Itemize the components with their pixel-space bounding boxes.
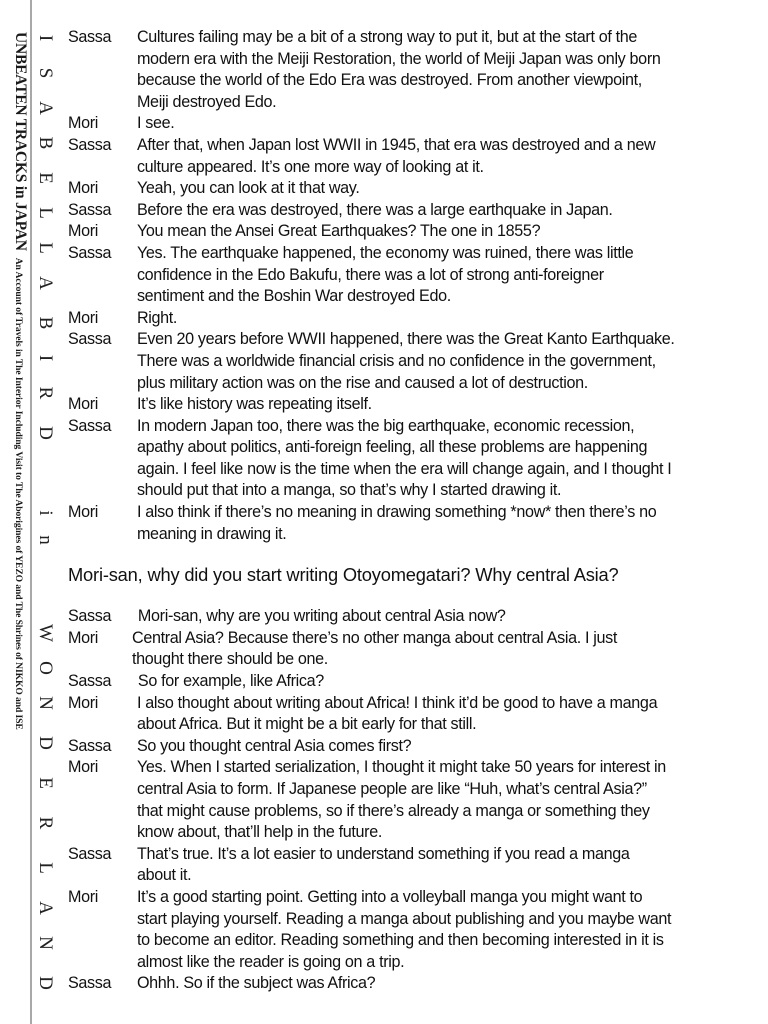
dialogue-line: I also thought about writing about Africa! I think it’d be good to have a manga: [136, 693, 658, 712]
dialogue-text: [137, 329, 758, 394]
dialogue-row: [68, 308, 758, 330]
dialogue-line: know about, that’ll help in the future.: [136, 823, 382, 842]
speaker-name: Sassa: [68, 28, 112, 46]
dialogue-line: After that, when Japan lost WWII in 1945, that era was destroyed and a new: [136, 135, 656, 154]
dialogue-row: [68, 606, 758, 628]
spine-letter: B: [35, 316, 57, 330]
spine-letter: W: [35, 624, 57, 642]
dialogue-line: confidence in the Edo Bakufu, there was a lot of strong anti-foreigner: [136, 265, 604, 284]
dialogue-line: Central Asia? Because there’s no other manga about central Asia. I just: [132, 628, 618, 647]
speaker-name: Mori: [68, 222, 99, 241]
dialogue-row: [68, 113, 758, 135]
dialogue-row: [68, 736, 758, 758]
spine-letter: L: [35, 242, 57, 254]
dialogue-row: [68, 221, 758, 243]
dialogue-line: Even 20 years before WWII happened, there was the Great Kanto Earthquake.: [136, 330, 675, 349]
dialogue-line: You mean the Ansei Great Earthquakes? The one in 1855?: [136, 222, 541, 241]
dialogue-row: [68, 628, 758, 671]
dialogue-line: apathy about politics, anti-foreign feeling, all these problems are happening: [136, 438, 648, 457]
dialogue-text: [132, 628, 757, 671]
dialogue-line: about Africa. But it might be a bit early for that still.: [136, 715, 477, 734]
dialogue-row: [68, 243, 758, 308]
dialogue-line: I also think if there’s no meaning in drawing something *now* then there’s no: [136, 503, 657, 522]
spine-letter: E: [35, 172, 57, 184]
dialogue-text: [137, 221, 758, 243]
spine-letter: R: [35, 386, 57, 400]
spine-letter: i: [35, 510, 57, 516]
speaker-name: Sassa: [68, 416, 112, 435]
dialogue-line: So you thought central Asia comes first?: [136, 736, 412, 755]
spine-letter: L: [35, 207, 57, 219]
spine-title-main: UNBEATEN TRACKS in JAPAN: [12, 32, 29, 251]
speaker-name: Sassa: [68, 844, 112, 863]
dialogue-line: about it.: [136, 866, 192, 885]
speaker-name: Sassa: [68, 200, 112, 219]
spine-letter: N: [35, 696, 57, 710]
dialogue-text: [137, 200, 758, 222]
speaker-name: Mori: [68, 114, 99, 133]
dialogue-line: because the world of the Edo Era was destroyed. From another viewpoint,: [136, 71, 642, 90]
spine-letter: I: [35, 34, 57, 42]
dialogue-line: It’s a good starting point. Getting into a volleyball manga you might want to: [136, 887, 643, 906]
dialogue-line: Yeah, you can look at it that way.: [136, 179, 360, 198]
dialogue-line: that might cause problems, so if there’s already a manga or something they: [136, 801, 650, 820]
dialogue-row: [68, 416, 758, 502]
dialogue-text: [137, 178, 758, 200]
dialogue-text: [137, 606, 758, 628]
speaker-name: Sassa: [68, 736, 112, 755]
spine-letter: R: [35, 816, 57, 830]
speaker-name: Sassa: [68, 672, 112, 691]
dialogue-line: There was a worldwide financial crisis and no confidence in the government,: [136, 351, 656, 370]
dialogue-line: In modern Japan too, there was the big earthquake, economic recession,: [136, 416, 635, 435]
spine-letter: N: [35, 936, 57, 950]
dialogue-row: [68, 394, 758, 416]
dialogue-text: [137, 502, 758, 545]
sidebar-divider: [30, 0, 32, 1024]
speaker-name: Mori: [68, 693, 99, 712]
spine-letter: D: [35, 736, 57, 750]
dialogue-line: sentiment and the Boshin War destroyed Edo.: [136, 287, 451, 306]
dialogue-section-2: [68, 606, 758, 995]
speaker-name: Mori: [68, 628, 99, 647]
dialogue-text: [137, 113, 758, 135]
dialogue-line: Cultures failing may be a bit of a strong way to put it, but at the start of the: [136, 28, 638, 46]
speaker-name: Sassa: [68, 974, 112, 993]
spine-letter: E: [35, 777, 57, 789]
spine-title: [12, 32, 28, 730]
speaker-name: Sassa: [68, 135, 112, 154]
spine-letter: S: [35, 67, 57, 79]
dialogue-line: Right.: [136, 308, 178, 327]
dialogue-text: [137, 887, 758, 973]
dialogue-row: [68, 135, 758, 178]
dialogue-row: [68, 693, 758, 736]
dialogue-line: should put that into a manga, so that’s why I started drawing it.: [136, 481, 562, 500]
dialogue-row: [68, 757, 758, 843]
dialogue-row: [68, 671, 758, 693]
dialogue-text: [137, 736, 758, 758]
dialogue-line: thought there should be one.: [132, 650, 328, 669]
dialogue-text: [137, 693, 758, 736]
speaker-name: Mori: [68, 758, 99, 777]
dialogue-line: Meiji destroyed Edo.: [136, 92, 277, 111]
dialogue-line: culture appeared. It’s one more way of looking at it.: [136, 157, 484, 176]
speaker-name: Mori: [68, 503, 99, 522]
dialogue-text: [137, 308, 758, 330]
dialogue-line: central Asia to form. If Japanese people are like “Huh, what’s central Asia?”: [136, 780, 647, 798]
dialogue-line: plus military action was on the rise and caused a lot of destruction.: [136, 373, 588, 392]
spine-letter: O: [35, 661, 57, 675]
dialogue-row: [68, 27, 758, 113]
spine-letter: A: [35, 101, 57, 115]
speaker-name: Mori: [68, 179, 99, 198]
interview-content: [68, 27, 758, 995]
dialogue-line: Before the era was destroyed, there was a large earthquake in Japan.: [136, 200, 613, 219]
dialogue-text: [137, 757, 758, 843]
dialogue-line: again. I feel like now is the time when the era will change again, and I thought I: [136, 459, 672, 478]
spine-letter: A: [35, 276, 57, 290]
spine-title-subtitle: An Account of Travels in The Interior Including Visit to The Aborigines of YEZO and The Shrines of NIKKO and ISE: [13, 257, 24, 730]
dialogue-text: [137, 671, 758, 693]
dialogue-row: [68, 329, 758, 394]
section-heading: Mori-san, why did you start writing Otoyomegatari? Why central Asia?: [68, 564, 619, 586]
dialogue-line: modern era with the Meiji Restoration, the world of Meiji Japan was only born: [136, 49, 661, 68]
dialogue-text: [137, 844, 758, 887]
speaker-name: Mori: [68, 395, 99, 414]
dialogue-row: [68, 844, 758, 887]
spine-letter: A: [35, 901, 57, 915]
speaker-name: Mori: [68, 308, 99, 327]
spine-letter: I: [35, 354, 57, 362]
dialogue-text: [137, 973, 758, 995]
dialogue-text: [137, 416, 758, 502]
dialogue-line: to become an editor. Reading something and then becoming interested in it is: [136, 931, 664, 950]
dialogue-text: [137, 135, 758, 178]
spine-letter: n: [35, 535, 57, 545]
speaker-name: Sassa: [68, 243, 112, 262]
dialogue-line: Yes. The earthquake happened, the economy was ruined, there was little: [136, 243, 634, 262]
dialogue-line: I see.: [136, 114, 175, 133]
dialogue-line: It’s like history was repeating itself.: [136, 395, 372, 414]
spine-letter: D: [35, 426, 57, 440]
spine-letter: B: [35, 136, 57, 150]
dialogue-row: [68, 200, 758, 222]
speaker-name: Mori: [68, 887, 99, 906]
dialogue-line: So for example, like Africa?: [137, 672, 324, 691]
dialogue-text: [137, 27, 758, 113]
dialogue-line: almost like the reader is going on a trip.: [136, 952, 405, 971]
spine-letter: L: [35, 862, 57, 874]
dialogue-line: Ohhh. So if the subject was Africa?: [136, 974, 376, 993]
dialogue-text: [137, 394, 758, 416]
spine-letter: D: [35, 976, 57, 990]
dialogue-row: [68, 973, 758, 995]
dialogue-line: start playing yourself. Reading a manga about publishing and you maybe want: [136, 909, 672, 928]
dialogue-line: Yes. When I started serialization, I thought it might take 50 years for interest in: [136, 758, 666, 777]
dialogue-row: [68, 502, 758, 545]
speaker-name: Sassa: [68, 330, 112, 349]
dialogue-row: [68, 178, 758, 200]
dialogue-line: meaning in drawing it.: [136, 524, 287, 543]
speaker-name: Sassa: [68, 607, 112, 626]
dialogue-text: [137, 243, 758, 308]
dialogue-line: That’s true. It’s a lot easier to understand something if you read a manga: [136, 844, 630, 863]
dialogue-line: Mori-san, why are you writing about central Asia now?: [137, 607, 506, 626]
dialogue-section-1: [68, 27, 758, 545]
dialogue-row: [68, 887, 758, 973]
